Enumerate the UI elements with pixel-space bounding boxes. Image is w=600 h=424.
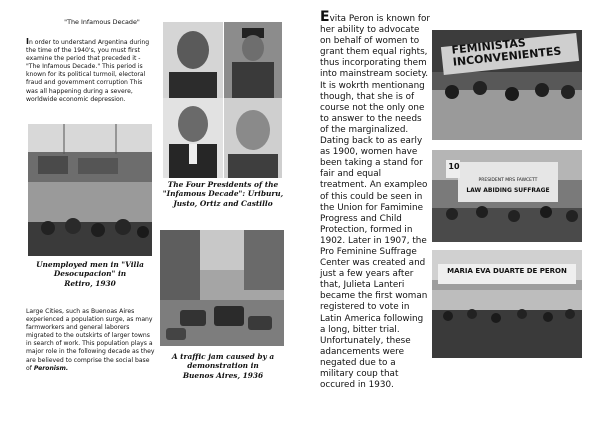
caption-traffic-line-1: A traffic jam caused by a xyxy=(171,352,275,361)
suffrage-sign-number: 10 xyxy=(448,162,460,171)
intro-dropcap: I xyxy=(26,37,29,46)
caption-presidents-line-1: The Four Presidents of the xyxy=(167,180,279,189)
photo-peron-rally xyxy=(432,250,582,358)
caption-traffic xyxy=(156,352,290,380)
main-dropcap: E xyxy=(320,9,330,25)
peron-sign-text: MARIA EVA DUARTE DE PERON xyxy=(447,267,567,275)
caption-unemployed-line-2: Desocupacion" in xyxy=(53,269,127,279)
caption-presidents-line-3: Justo, Ortiz and Castillo xyxy=(173,198,273,208)
photo-suffrage-rally xyxy=(432,150,582,242)
lower-paragraph xyxy=(26,308,156,373)
photo-feministas-march xyxy=(432,30,582,140)
main-article-text xyxy=(320,9,430,391)
suffrage-sign-president: PRESIDENT MRS FAWCETT xyxy=(478,178,538,183)
caption-presidents xyxy=(156,180,290,208)
photo-castillo xyxy=(224,98,282,178)
photo-uriburu xyxy=(163,22,223,98)
suffrage-sign-law: LAW ABIDING SUFFRAGE xyxy=(466,187,550,194)
caption-presidents-line-2: "Infamous Decade": Uriburu, xyxy=(162,189,284,199)
caption-unemployed-line-3: Retiro, 1930 xyxy=(64,278,116,288)
section-title: "The Infamous Decade" xyxy=(64,18,140,26)
photo-traffic-jam xyxy=(160,230,284,346)
intro-text: n order to understand Argentina during the time of the 1940's, you must first examine the period that preceded it - "The Infamous Decade." This period is known for its political turmoil, electoral fraud and government corruption This was all happening during a severe, worldwide economic depression. xyxy=(26,39,150,103)
feministas-banner-text: FEMINISTAS INCONVENIENTES xyxy=(450,36,562,69)
caption-traffic-line-2: demonstration in xyxy=(187,361,259,371)
peronism-text: Peronism. xyxy=(33,364,69,372)
main-body: vita Peron is known for her ability to advocate on behalf of women to grant them equal rights, thus incorporating them into mainstream society. It is wokrth mentionang though, that she is of course not the only one to answer to the needs of the marginalized. Dating back to as early as 1900, women have been taking a stand for fair and equal treatment. An exampleo of this could be seen in the Union for Famimine Progress and Child Protection, formed in 1902. Later in 1907, the Pro Feminine Suffrage Center was created and just a few years after that, Julieta Lanteri became the first woman registered to vote in Latin America following a long, bitter trial. Unfortunately, these adancements were negated due to a military coup that occured in 1930. xyxy=(320,14,430,391)
caption-unemployed xyxy=(18,260,162,288)
photo-unemployed-men xyxy=(28,124,152,256)
caption-traffic-line-3: Buenos Aires, 1936 xyxy=(182,370,264,380)
lower-text: Large Cities, such as Buenoas Aires experienced a population surge, as many farmworkers and general laborers migrated to the outskirts of larger towns in search of work. This population plays a major role in the following decade as they are believed to comprise the social base of xyxy=(26,308,155,372)
photo-justo xyxy=(224,22,282,98)
caption-unemployed-line-1: Unemployed men in "Villa xyxy=(36,260,144,269)
photo-ortiz xyxy=(163,98,223,178)
intro-paragraph xyxy=(26,38,156,104)
